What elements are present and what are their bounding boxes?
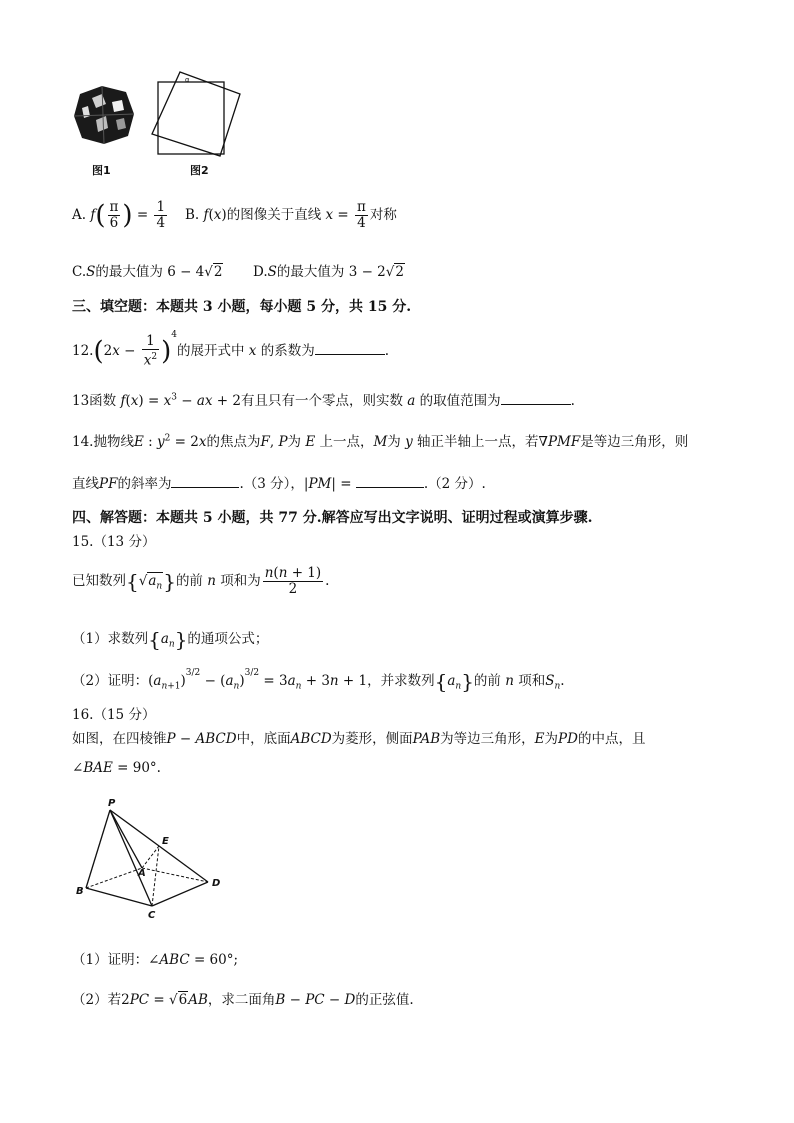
label-e: E [162,836,169,847]
figure-2-caption: 图2 [190,164,209,177]
question-12: 12.(2x − $\frac{1}{x^2}$ )$^4$的展开式中 x 的系数为 . [72,330,390,369]
option-b: B. f(x)的图像关于直线 x = $\frac{\pi}{4}$ 对称 [185,199,397,231]
q16-part1-prefix: （1）证明： [72,952,149,968]
label-d: D [212,878,221,889]
q16-text-e: 为 [544,731,559,747]
q15-part1-prefix: （1）求数列 [72,631,149,647]
figure-2 [148,68,242,160]
q14-line2-text: 的斜率为 [117,476,172,492]
q13-number: 13函数 [72,393,117,409]
q14-text-3: 上一点， [319,434,374,450]
section-4-heading: 四、解答题：本题共 5 小题，共 77 分.解答应写出文字说明、证明过程或演算步骤. [72,510,593,526]
option-c: C.S的最大值为 6 − 4√2 [72,264,223,280]
q16-part2-suffix: 的正弦值. [355,992,414,1008]
rotated-squares-diagram [148,68,242,160]
q15-part1-suffix: 的通项公式； [187,631,269,647]
q16-header: 16.（15 分） [72,707,156,723]
option-b-label: B. [185,207,200,223]
section-3-heading: 三、填空题：本题共 3 小题，每小题 5 分，共 15 分. [72,299,412,315]
pyramid-diagram [72,796,232,922]
q13-text-2: 的取值范围为 [419,393,501,409]
q16-text-f: 的中点，且 [577,731,646,747]
cube-puzzle-image [72,82,136,148]
q16-part-2: （2）若2PC = √6AB，求二面角B − PC − D的正弦值. [72,992,414,1008]
q14-text-5: 轴正半轴上一点，若 [417,434,539,450]
q15-text-3: 项和为 [220,573,261,589]
figure-1-caption: 图1 [92,164,111,177]
q15-part2-suffix: 项和 [518,673,546,689]
q15-part-1: （1）求数列$\{a_n\}$的通项公式； [72,627,269,652]
q15-part2-mid: ，并求数列 [367,673,435,689]
q16-text-a: 如图，在四棱锥 [72,731,167,747]
option-b-suffix: 对称 [369,207,397,223]
q15-text-1: 已知数列 [72,573,126,589]
q15-statement: 已知数列$\{√a_n\}$的前 n 项和为 $\frac{n(n + 1)}{2}$ . [72,565,330,597]
q14-slope-blank[interactable] [171,475,239,488]
q16-statement-line-2: ∠BAE = 90°. [72,760,161,776]
label-b: B [76,886,84,897]
q13-text-1: 有且只有一个零点，则实数 [240,393,403,409]
q16-text-c: 为菱形，侧面 [331,731,413,747]
question-14-line-2: 直线PF的斜率为 .（3 分），|PM| = .（2 分）. [72,476,486,492]
q14-text-2: 为 [287,434,302,450]
question-14-line-1: 14.抛物线E : $y^2 = 2x$的焦点为F, P为 E 上一点，M为 y 轴正半轴上一点，若∇PMF是等边三角形，则 [72,433,689,450]
q15-part2-text: 的前 [473,673,501,689]
label-a: A [138,868,146,879]
q12-number: 12. [72,343,94,359]
label-c: C [148,910,156,921]
q16-text-d: 为等边三角形， [440,731,535,747]
option-b-text: 的图像关于直线 [226,207,322,223]
q12-text-1: 的展开式中 [177,343,245,359]
q16-part2-mid: ，求二面角 [207,992,276,1008]
q13-answer-blank[interactable] [501,392,571,405]
q12-answer-blank[interactable] [315,342,385,355]
option-c-text: 的最大值为 [95,264,163,280]
option-a: A. f( $\frac{\pi}{6}$ ) = $\frac{1}{4}$ [72,199,166,231]
q16-statement-line-1: 如图，在四棱锥P − ABCD中，底面ABCD为菱形，侧面PAB为等边三角形，E为PD的中点，且 [72,731,646,747]
q14-text-4: 为 [387,434,401,450]
q16-part2-prefix: （2）若 [72,992,122,1008]
q14-text-6: 是等边三角形，则 [580,434,689,450]
q13-end: . [570,393,575,409]
q14-number: 14.抛物线 [72,434,134,450]
option-a-label: A. [72,207,87,223]
q14-line2-prefix: 直线 [72,476,99,492]
pyramid-figure [72,796,232,922]
q14-score-2: （2 分）. [428,476,486,492]
option-d-label: D. [253,264,268,280]
q15-part-2: （2）证明：$(a_{n+1})^{3/2} - (a_n)^{3/2} = 3a_n + 3n + 1$，并求数列$\{a_n\}$的前 n 项和$S_n$. [72,668,565,694]
option-d-text: 的最大值为 [276,264,345,280]
option-d: D.S的最大值为 3 − 2√2 [253,264,404,280]
q14-score-1: （3 分）， [243,476,304,492]
q15-header: 15.（13 分） [72,534,156,550]
q14-text-1: 的焦点为 [206,434,261,450]
q16-part-1: （1）证明：∠ABC = 60°; [72,952,239,968]
q15-text-2: 的前 [175,573,203,589]
q12-text-2: 的系数为 [260,343,315,359]
q16-text-b: 中，底面 [236,731,291,747]
q14-length-blank[interactable] [356,475,424,488]
figure-1 [72,82,136,148]
label-p: P [108,798,116,809]
svg-text:α: α [185,76,190,84]
question-13: 13函数 $f(x) = x^3$ − ax + 2有且只有一个零点，则实数 a 的取值范围为 . [72,392,575,409]
q15-part2-prefix: （2）证明： [72,673,149,689]
option-c-label: C. [72,264,87,280]
